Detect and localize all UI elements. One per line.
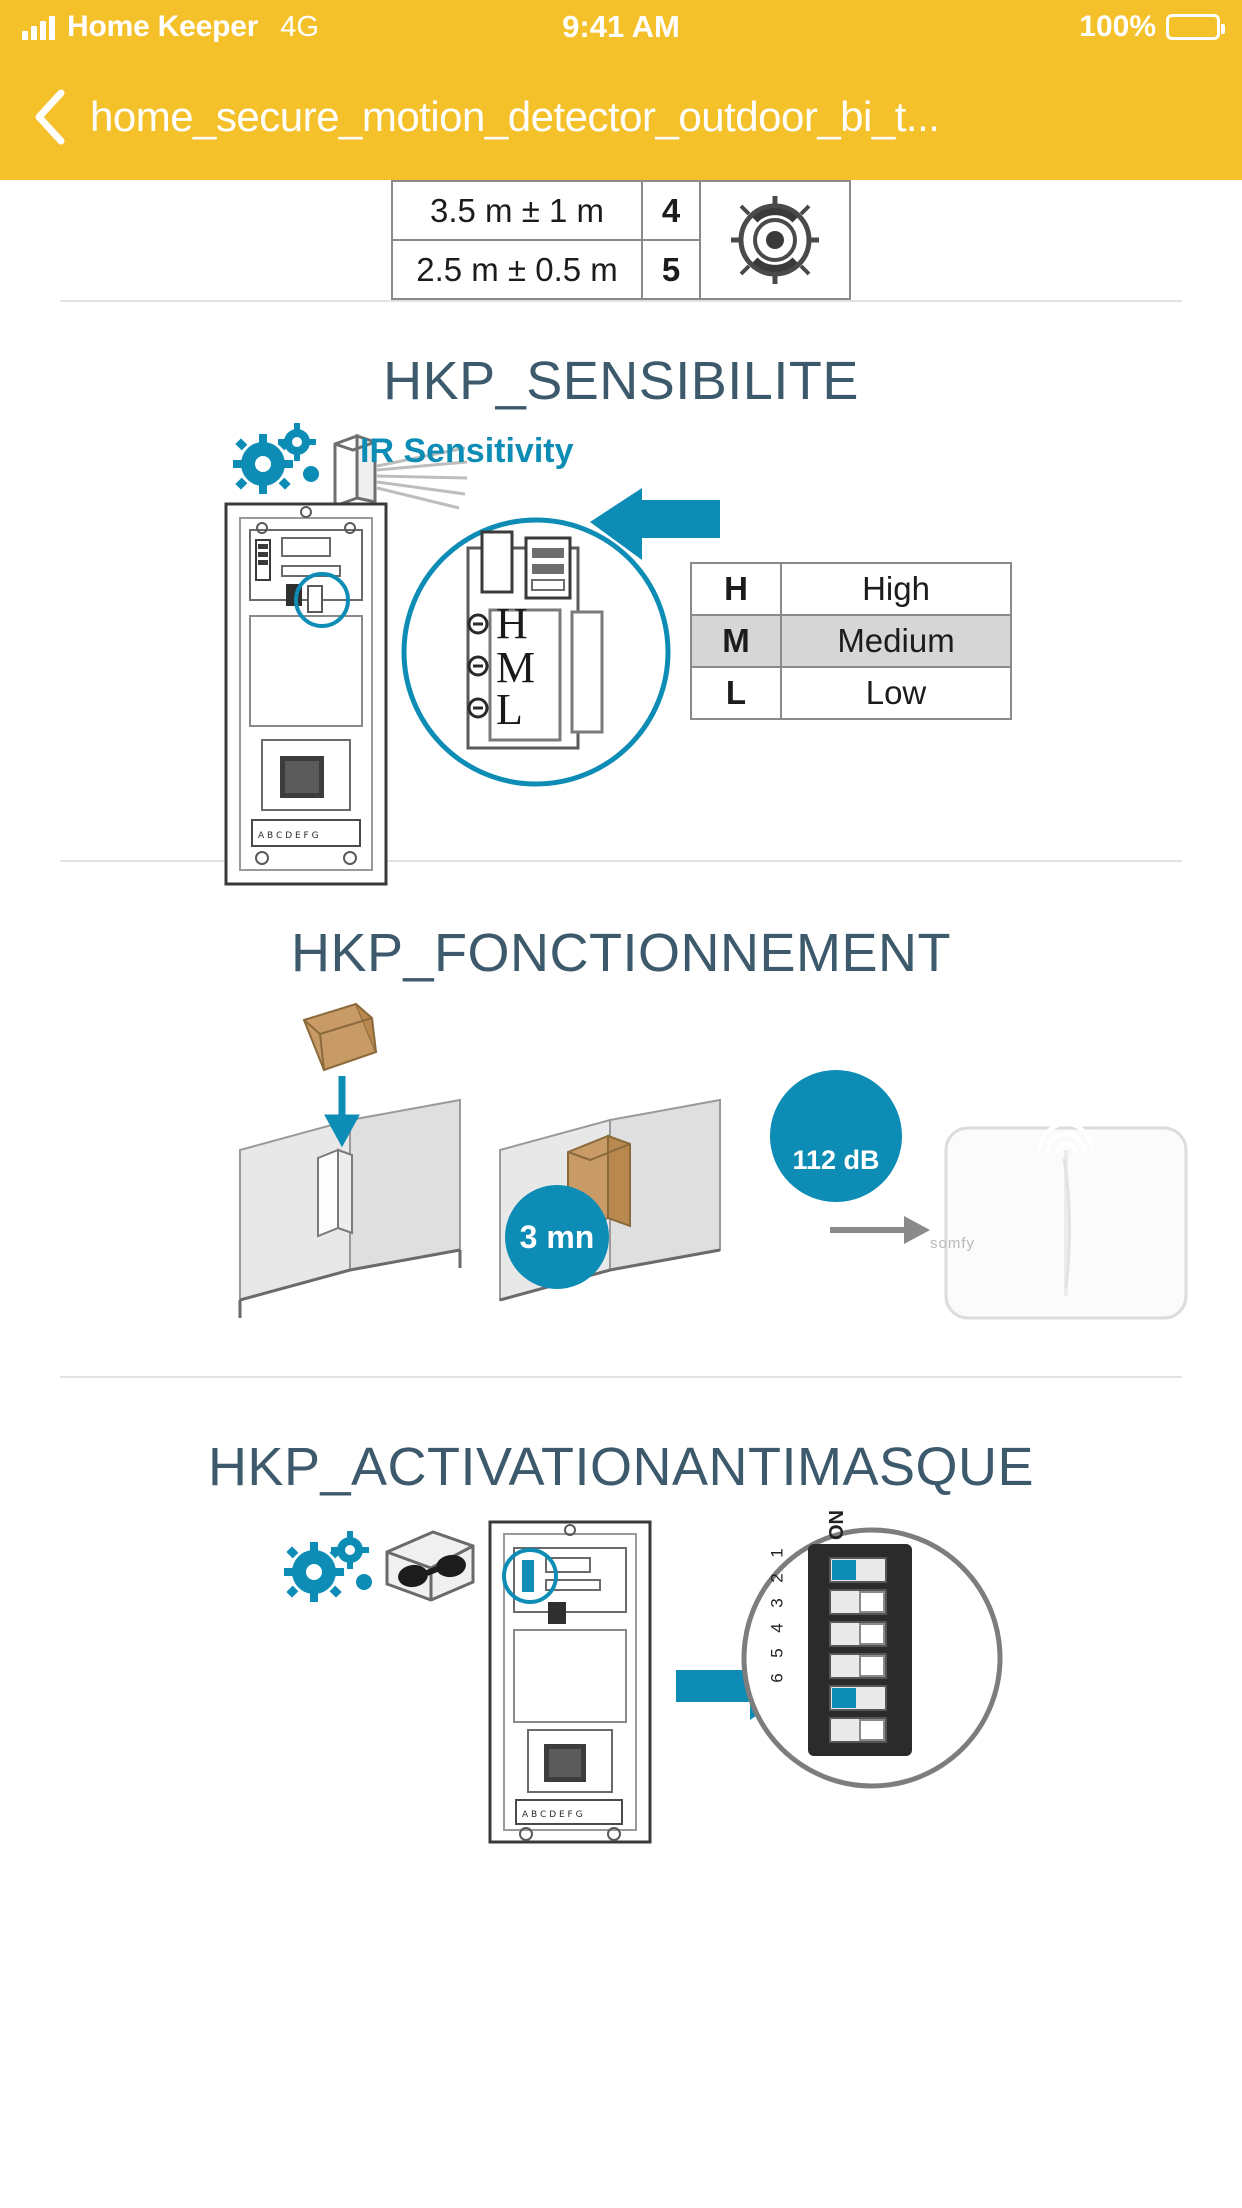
battery-full-icon xyxy=(1166,14,1220,40)
switch-label-l: L xyxy=(496,685,523,734)
legend-key: L xyxy=(691,667,781,719)
delay-badge: 3 mn xyxy=(505,1185,609,1289)
document-viewer[interactable] xyxy=(0,180,1242,2208)
brand-label: somfy xyxy=(930,1235,976,1252)
legend-key: H xyxy=(691,563,781,615)
figure-ir-sensitivity xyxy=(0,422,1242,841)
section-fonctionnement xyxy=(0,922,1242,1340)
section-activationantimasque xyxy=(0,1436,1242,1844)
navigation-bar xyxy=(0,54,1242,180)
table-row xyxy=(392,181,850,240)
dip-number: 2 xyxy=(767,1573,787,1583)
dip-number: 1 xyxy=(767,1548,787,1558)
distance-cell: 2.5 m ± 0.5 m xyxy=(392,240,642,299)
battery-percent-label: 100% xyxy=(1079,10,1156,43)
table-row xyxy=(691,563,1011,615)
status-bar-right xyxy=(680,10,1220,44)
chevron-left-icon[interactable] xyxy=(24,90,78,144)
mask-icon xyxy=(375,1526,485,1616)
page-title: home_secure_motion_detector_outdoor_bi_t... xyxy=(90,93,940,140)
clock-label: 9:41 AM xyxy=(562,9,680,44)
detector-lens-icon xyxy=(700,181,850,299)
detector-board-illustration xyxy=(222,500,392,890)
dip-number: 5 xyxy=(767,1648,787,1658)
distance-cell: 3.5 m ± 1 m xyxy=(392,181,642,240)
section-title-activationantimasque: HKP_ACTIVATIONANTIMASQUE xyxy=(207,1437,1035,1497)
switch-label-m: M xyxy=(496,643,536,692)
section-sensibilite xyxy=(0,350,1242,841)
pointer-arrow-icon xyxy=(570,484,730,574)
status-bar-left xyxy=(22,10,562,44)
figure-operation xyxy=(0,990,1242,1340)
status-bar xyxy=(0,0,1242,54)
carrier-label: Home Keeper xyxy=(67,10,259,43)
figure-antimask xyxy=(0,1504,1242,1844)
sensitivity-legend-table xyxy=(690,562,1012,720)
signal-bars-icon xyxy=(22,14,55,40)
legend-value: High xyxy=(781,563,1011,615)
legend-value: Low xyxy=(781,667,1011,719)
table-row xyxy=(691,667,1011,719)
section-divider xyxy=(60,1376,1182,1378)
table-row xyxy=(691,615,1011,667)
value-cell: 4 xyxy=(642,181,700,240)
legend-key: M xyxy=(691,615,781,667)
dip-number: 3 xyxy=(767,1598,787,1608)
detector-board-illustration xyxy=(486,1518,656,1848)
siren-level-badge: 112 dB xyxy=(770,1070,902,1202)
distance-table xyxy=(0,180,1242,300)
dip-number: 4 xyxy=(767,1623,787,1633)
section-title-fonctionnement: HKP_FONCTIONNEMENT xyxy=(290,923,952,983)
svg-text:A B C D E F G: A B C D E F G xyxy=(522,1810,583,1820)
operation-illustration xyxy=(230,1000,1230,1330)
value-cell: 5 xyxy=(642,240,700,299)
section-divider xyxy=(60,300,1182,302)
dip-number: 6 xyxy=(767,1673,787,1683)
switch-label-h: H xyxy=(496,599,528,648)
legend-value: Medium xyxy=(781,615,1011,667)
svg-text:A B C D E F G: A B C D E F G xyxy=(258,831,319,841)
network-type-label: 4G xyxy=(280,10,319,43)
dip-number-column xyxy=(767,1544,787,1687)
section-title-sensibilite: HKP_SENSIBILITE xyxy=(383,351,859,411)
dip-on-label: ON xyxy=(826,1510,848,1540)
ir-sensitivity-label: IR Sensitivity xyxy=(360,432,574,470)
